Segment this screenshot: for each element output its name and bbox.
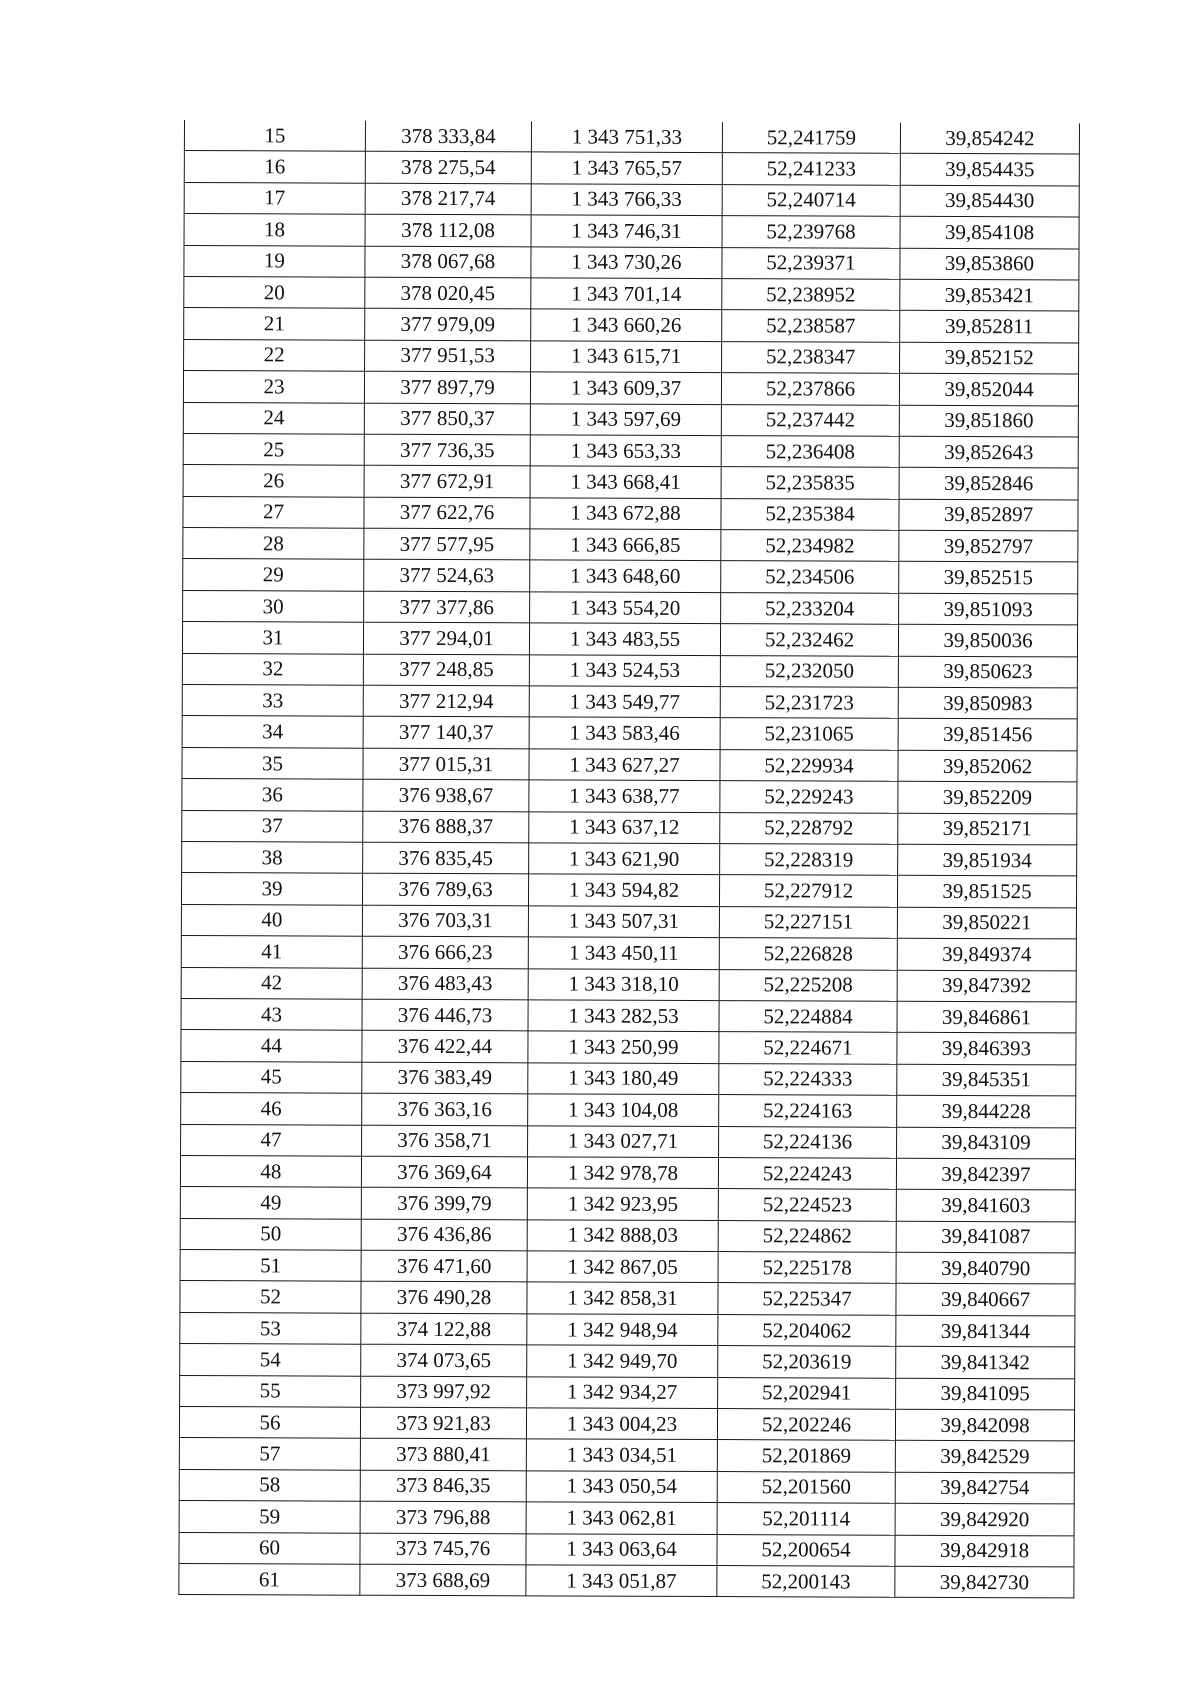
latitude-cell: 52,201114	[717, 1503, 895, 1535]
table-row	[181, 1061, 1076, 1096]
x-coordinate-cell: 377 294,01	[363, 622, 529, 654]
longitude-cell: 39,842918	[895, 1535, 1074, 1567]
table-row	[184, 120, 1079, 154]
longitude-cell: 39,853860	[900, 248, 1079, 280]
y-coordinate-cell: 1 342 948,94	[527, 1314, 718, 1346]
x-coordinate-cell: 377 212,94	[363, 685, 529, 717]
y-coordinate-cell: 1 343 583,46	[529, 717, 720, 749]
latitude-cell: 52,238587	[722, 310, 900, 342]
table-row	[179, 1532, 1074, 1567]
table-row	[183, 465, 1078, 500]
longitude-cell: 39,841087	[896, 1221, 1075, 1253]
longitude-cell: 39,846861	[897, 1001, 1076, 1033]
longitude-cell: 39,851860	[899, 405, 1078, 437]
point-number-cell: 18	[184, 214, 365, 246]
y-coordinate-cell: 1 343 765,57	[531, 152, 722, 184]
latitude-cell: 52,225208	[719, 969, 897, 1001]
x-coordinate-cell: 376 835,45	[363, 842, 529, 874]
point-number-cell: 55	[180, 1375, 361, 1407]
longitude-cell: 39,852811	[900, 311, 1079, 343]
y-coordinate-cell: 1 343 751,33	[531, 121, 722, 153]
table-row	[184, 245, 1079, 280]
y-coordinate-cell: 1 342 949,70	[527, 1345, 718, 1377]
latitude-cell: 52,239371	[722, 247, 900, 279]
table-row	[180, 1281, 1075, 1316]
x-coordinate-cell: 376 789,63	[362, 874, 528, 906]
table-row	[182, 653, 1077, 688]
point-number-cell: 49	[180, 1187, 361, 1219]
table-row	[181, 1124, 1076, 1159]
point-number-cell: 48	[180, 1155, 361, 1187]
latitude-cell: 52,235384	[721, 498, 899, 530]
point-number-cell: 45	[181, 1061, 362, 1093]
y-coordinate-cell: 1 343 730,26	[531, 246, 722, 278]
x-coordinate-cell: 377 015,31	[363, 748, 529, 780]
latitude-cell: 52,224136	[719, 1126, 897, 1158]
y-coordinate-cell: 1 342 978,78	[527, 1157, 718, 1189]
y-coordinate-cell: 1 343 672,88	[530, 498, 721, 530]
y-coordinate-cell: 1 343 621,90	[529, 843, 720, 875]
table-row	[180, 1312, 1075, 1347]
y-coordinate-cell: 1 342 867,05	[527, 1251, 718, 1283]
longitude-cell: 39,841603	[896, 1190, 1075, 1222]
longitude-cell: 39,844228	[897, 1095, 1076, 1127]
longitude-cell: 39,842397	[896, 1158, 1075, 1190]
longitude-cell: 39,852209	[898, 781, 1077, 813]
longitude-cell: 39,841342	[896, 1346, 1075, 1378]
longitude-cell: 39,851093	[899, 593, 1078, 625]
x-coordinate-cell: 378 067,68	[365, 246, 531, 278]
latitude-cell: 52,237442	[721, 404, 899, 436]
x-coordinate-cell: 377 524,63	[364, 560, 530, 592]
latitude-cell: 52,227151	[719, 906, 897, 938]
x-coordinate-cell: 377 577,95	[364, 528, 530, 560]
table-row	[183, 528, 1078, 563]
table-row	[183, 590, 1078, 625]
y-coordinate-cell: 1 343 638,77	[529, 780, 720, 812]
longitude-cell: 39,852515	[899, 562, 1078, 594]
latitude-cell: 52,231723	[720, 687, 898, 719]
x-coordinate-cell: 378 217,74	[365, 183, 531, 215]
latitude-cell: 52,204062	[718, 1314, 896, 1346]
point-number-cell: 42	[181, 967, 362, 999]
table-row	[184, 339, 1079, 374]
table-row	[184, 276, 1079, 311]
table-row	[181, 1030, 1076, 1065]
x-coordinate-cell: 373 796,88	[360, 1501, 526, 1533]
longitude-cell: 39,841095	[896, 1378, 1075, 1410]
table-row	[181, 967, 1076, 1002]
point-number-cell: 43	[181, 998, 362, 1030]
latitude-cell: 52,224884	[719, 1000, 897, 1032]
latitude-cell: 52,241759	[722, 122, 900, 154]
y-coordinate-cell: 1 343 051,87	[526, 1565, 717, 1597]
table-row	[183, 496, 1078, 531]
table-row	[182, 747, 1077, 782]
y-coordinate-cell: 1 342 923,95	[527, 1188, 718, 1220]
point-number-cell: 35	[182, 747, 363, 779]
y-coordinate-cell: 1 343 637,12	[529, 811, 720, 843]
table-row	[179, 1407, 1074, 1442]
point-number-cell: 57	[179, 1438, 360, 1470]
x-coordinate-cell: 376 703,31	[362, 905, 528, 937]
longitude-cell: 39,854242	[900, 123, 1079, 155]
x-coordinate-cell: 376 399,79	[361, 1187, 527, 1219]
table-row	[183, 433, 1078, 468]
point-number-cell: 23	[183, 371, 364, 403]
x-coordinate-cell: 376 436,86	[361, 1219, 527, 1251]
latitude-cell: 52,228792	[720, 812, 898, 844]
longitude-cell: 39,841344	[896, 1315, 1075, 1347]
longitude-cell: 39,852152	[900, 342, 1079, 374]
y-coordinate-cell: 1 343 034,51	[526, 1439, 717, 1471]
table-row	[180, 1250, 1075, 1285]
table-row	[180, 1187, 1075, 1222]
point-number-cell: 58	[179, 1469, 360, 1501]
point-number-cell: 56	[179, 1407, 360, 1439]
point-number-cell: 41	[181, 936, 362, 968]
x-coordinate-cell: 377 897,79	[364, 371, 530, 403]
y-coordinate-cell: 1 343 554,20	[530, 592, 721, 624]
x-coordinate-cell: 376 422,44	[362, 1031, 528, 1063]
point-number-cell: 26	[183, 465, 364, 497]
latitude-cell: 52,225347	[718, 1283, 896, 1315]
y-coordinate-cell: 1 343 668,41	[530, 466, 721, 498]
latitude-cell: 52,234982	[721, 530, 899, 562]
x-coordinate-cell: 373 880,41	[360, 1439, 526, 1471]
point-number-cell: 24	[183, 402, 364, 434]
y-coordinate-cell: 1 343 062,81	[526, 1502, 717, 1534]
longitude-cell: 39,852643	[899, 436, 1078, 468]
x-coordinate-cell: 378 275,54	[365, 152, 531, 184]
y-coordinate-cell: 1 343 104,08	[528, 1094, 719, 1126]
x-coordinate-cell: 377 850,37	[364, 403, 530, 435]
latitude-cell: 52,238952	[722, 279, 900, 311]
longitude-cell: 39,852062	[898, 750, 1077, 782]
x-coordinate-cell: 376 369,64	[361, 1156, 527, 1188]
longitude-cell: 39,842098	[895, 1409, 1074, 1441]
y-coordinate-cell: 1 342 858,31	[527, 1282, 718, 1314]
point-number-cell: 60	[179, 1532, 360, 1564]
latitude-cell: 52,227912	[719, 875, 897, 907]
x-coordinate-cell: 377 377,86	[364, 591, 530, 623]
point-number-cell: 61	[179, 1563, 360, 1595]
point-number-cell: 16	[184, 151, 365, 183]
y-coordinate-cell: 1 343 766,33	[531, 184, 722, 216]
latitude-cell: 52,224333	[719, 1063, 897, 1095]
point-number-cell: 17	[184, 182, 365, 214]
x-coordinate-cell: 374 122,88	[361, 1313, 527, 1345]
longitude-cell: 39,842920	[895, 1503, 1074, 1535]
point-number-cell: 19	[184, 245, 365, 277]
table-row	[183, 371, 1078, 406]
table-row	[183, 402, 1078, 437]
table-row	[179, 1563, 1074, 1598]
y-coordinate-cell: 1 343 648,60	[530, 560, 721, 592]
x-coordinate-cell: 376 666,23	[362, 936, 528, 968]
table-row	[181, 998, 1076, 1033]
x-coordinate-cell: 376 446,73	[362, 999, 528, 1031]
point-number-cell: 46	[181, 1093, 362, 1125]
latitude-cell: 52,202246	[717, 1409, 895, 1441]
longitude-cell: 39,854430	[900, 185, 1079, 217]
table-row	[182, 622, 1077, 657]
point-number-cell: 54	[180, 1344, 361, 1376]
table-row	[180, 1375, 1075, 1410]
point-number-cell: 29	[183, 559, 364, 591]
point-number-cell: 21	[184, 308, 365, 340]
longitude-cell: 39,850983	[898, 687, 1077, 719]
point-number-cell: 38	[182, 841, 363, 873]
x-coordinate-cell: 378 333,84	[365, 121, 531, 153]
y-coordinate-cell: 1 343 063,64	[526, 1533, 717, 1565]
x-coordinate-cell: 378 020,45	[365, 277, 531, 309]
y-coordinate-cell: 1 343 524,53	[529, 654, 720, 686]
longitude-cell: 39,843109	[897, 1127, 1076, 1159]
y-coordinate-cell: 1 343 615,71	[531, 341, 722, 373]
longitude-cell: 39,850623	[898, 656, 1077, 688]
y-coordinate-cell: 1 343 450,11	[528, 937, 719, 969]
table-row	[181, 936, 1076, 971]
point-number-cell: 59	[179, 1501, 360, 1533]
point-number-cell: 51	[180, 1250, 361, 1282]
table-row	[179, 1501, 1074, 1536]
point-number-cell: 20	[184, 276, 365, 308]
table-row	[184, 182, 1079, 217]
coordinates-table	[178, 120, 1080, 1599]
longitude-cell: 39,853421	[900, 279, 1079, 311]
latitude-cell: 52,239768	[722, 216, 900, 248]
longitude-cell: 39,854435	[900, 154, 1079, 186]
table-row	[181, 904, 1076, 939]
longitude-cell: 39,851934	[898, 844, 1077, 876]
table-row	[182, 685, 1077, 720]
y-coordinate-cell: 1 343 594,82	[528, 874, 719, 906]
x-coordinate-cell: 377 736,35	[364, 434, 530, 466]
table-row	[182, 779, 1077, 814]
table-row	[183, 559, 1078, 594]
x-coordinate-cell: 377 979,09	[365, 309, 531, 341]
x-coordinate-cell: 377 951,53	[365, 340, 531, 372]
latitude-cell: 52,201869	[717, 1440, 895, 1472]
x-coordinate-cell: 374 073,65	[361, 1344, 527, 1376]
y-coordinate-cell: 1 342 888,03	[527, 1219, 718, 1251]
y-coordinate-cell: 1 343 250,99	[528, 1031, 719, 1063]
point-number-cell: 53	[180, 1312, 361, 1344]
x-coordinate-cell: 373 846,35	[360, 1470, 526, 1502]
latitude-cell: 52,224523	[718, 1189, 896, 1221]
table-row	[182, 716, 1077, 751]
x-coordinate-cell: 373 745,76	[360, 1533, 526, 1565]
table-row	[184, 214, 1079, 249]
latitude-cell: 52,224243	[718, 1157, 896, 1189]
x-coordinate-cell: 376 471,60	[361, 1250, 527, 1282]
point-number-cell: 33	[182, 685, 363, 717]
y-coordinate-cell: 1 342 934,27	[527, 1376, 718, 1408]
latitude-cell: 52,203619	[718, 1346, 896, 1378]
x-coordinate-cell: 373 921,83	[360, 1407, 526, 1439]
y-coordinate-cell: 1 343 597,69	[530, 403, 721, 435]
point-number-cell: 52	[180, 1281, 361, 1313]
point-number-cell: 22	[184, 339, 365, 371]
longitude-cell: 39,852044	[899, 373, 1078, 405]
longitude-cell: 39,842529	[895, 1441, 1074, 1473]
table-row	[179, 1469, 1074, 1504]
point-number-cell: 40	[181, 904, 362, 936]
latitude-cell: 52,235835	[721, 467, 899, 499]
table-row	[184, 308, 1079, 343]
point-number-cell: 25	[183, 433, 364, 465]
latitude-cell: 52,228319	[720, 844, 898, 876]
longitude-cell: 39,852797	[899, 530, 1078, 562]
table-row	[182, 841, 1077, 876]
table-row	[184, 151, 1079, 186]
x-coordinate-cell: 377 622,76	[364, 497, 530, 529]
latitude-cell: 52,200654	[717, 1534, 895, 1566]
point-number-cell: 36	[182, 779, 363, 811]
y-coordinate-cell: 1 343 653,33	[530, 435, 721, 467]
point-number-cell: 44	[181, 1030, 362, 1062]
y-coordinate-cell: 1 343 507,31	[528, 906, 719, 938]
table-row	[181, 873, 1076, 908]
longitude-cell: 39,842754	[895, 1472, 1074, 1504]
x-coordinate-cell: 376 483,43	[362, 968, 528, 1000]
latitude-cell: 52,231065	[720, 718, 898, 750]
longitude-cell: 39,854108	[900, 216, 1079, 248]
table-row	[179, 1438, 1074, 1473]
table-row	[181, 1093, 1076, 1128]
longitude-cell: 39,852171	[898, 813, 1077, 845]
longitude-cell: 39,846393	[897, 1033, 1076, 1065]
longitude-cell: 39,849374	[897, 938, 1076, 970]
latitude-cell: 52,224163	[719, 1095, 897, 1127]
latitude-cell: 52,241233	[722, 153, 900, 185]
latitude-cell: 52,232050	[720, 655, 898, 687]
point-number-cell: 32	[182, 653, 363, 685]
latitude-cell: 52,225178	[718, 1252, 896, 1284]
x-coordinate-cell: 376 358,71	[362, 1125, 528, 1157]
latitude-cell: 52,232462	[720, 624, 898, 656]
longitude-cell: 39,851525	[897, 876, 1076, 908]
longitude-cell: 39,851456	[898, 719, 1077, 751]
y-coordinate-cell: 1 343 660,26	[531, 309, 722, 341]
x-coordinate-cell: 377 140,37	[363, 717, 529, 749]
coordinates-table-body	[179, 120, 1080, 1598]
table-row	[180, 1218, 1075, 1253]
x-coordinate-cell: 376 490,28	[361, 1282, 527, 1314]
latitude-cell: 52,233204	[721, 592, 899, 624]
latitude-cell: 52,224671	[719, 1032, 897, 1064]
y-coordinate-cell: 1 343 627,27	[529, 749, 720, 781]
longitude-cell: 39,840667	[896, 1284, 1075, 1316]
y-coordinate-cell: 1 343 666,85	[530, 529, 721, 561]
longitude-cell: 39,845351	[897, 1064, 1076, 1096]
table-row	[182, 810, 1077, 845]
x-coordinate-cell: 377 672,91	[364, 465, 530, 497]
y-coordinate-cell: 1 343 549,77	[529, 686, 720, 718]
point-number-cell: 28	[183, 528, 364, 560]
latitude-cell: 52,202941	[718, 1377, 896, 1409]
y-coordinate-cell: 1 343 701,14	[531, 278, 722, 310]
point-number-cell: 31	[182, 622, 363, 654]
latitude-cell: 52,226828	[719, 938, 897, 970]
latitude-cell: 52,224862	[718, 1220, 896, 1252]
latitude-cell: 52,229934	[720, 749, 898, 781]
longitude-cell: 39,852846	[899, 468, 1078, 500]
x-coordinate-cell: 377 248,85	[363, 654, 529, 686]
point-number-cell: 47	[181, 1124, 362, 1156]
point-number-cell: 50	[180, 1218, 361, 1250]
y-coordinate-cell: 1 343 027,71	[528, 1125, 719, 1157]
point-number-cell: 27	[183, 496, 364, 528]
point-number-cell: 37	[182, 810, 363, 842]
y-coordinate-cell: 1 343 282,53	[528, 1000, 719, 1032]
latitude-cell: 52,238347	[722, 341, 900, 373]
x-coordinate-cell: 373 688,69	[360, 1564, 526, 1596]
latitude-cell: 52,201560	[717, 1471, 895, 1503]
x-coordinate-cell: 378 112,08	[365, 214, 531, 246]
x-coordinate-cell: 376 888,37	[363, 811, 529, 843]
point-number-cell: 15	[184, 120, 365, 152]
longitude-cell: 39,842730	[895, 1566, 1074, 1598]
latitude-cell: 52,240714	[722, 184, 900, 216]
latitude-cell: 52,236408	[721, 435, 899, 467]
longitude-cell: 39,847392	[897, 970, 1076, 1002]
point-number-cell: 39	[181, 873, 362, 905]
latitude-cell: 52,200143	[717, 1566, 895, 1598]
longitude-cell: 39,852897	[899, 499, 1078, 531]
point-number-cell: 34	[182, 716, 363, 748]
y-coordinate-cell: 1 343 004,23	[526, 1408, 717, 1440]
x-coordinate-cell: 373 997,92	[361, 1376, 527, 1408]
table-row	[180, 1344, 1075, 1379]
table-row	[180, 1155, 1075, 1190]
latitude-cell: 52,237866	[721, 373, 899, 405]
y-coordinate-cell: 1 343 609,37	[530, 372, 721, 404]
y-coordinate-cell: 1 343 746,31	[531, 215, 722, 247]
longitude-cell: 39,850036	[898, 624, 1077, 656]
x-coordinate-cell: 376 383,49	[362, 1062, 528, 1094]
x-coordinate-cell: 376 938,67	[363, 779, 529, 811]
x-coordinate-cell: 376 363,16	[362, 1093, 528, 1125]
longitude-cell: 39,850221	[897, 907, 1076, 939]
y-coordinate-cell: 1 343 180,49	[528, 1063, 719, 1095]
y-coordinate-cell: 1 343 483,55	[529, 623, 720, 655]
longitude-cell: 39,840790	[896, 1252, 1075, 1284]
latitude-cell: 52,234506	[721, 561, 899, 593]
point-number-cell: 30	[183, 590, 364, 622]
y-coordinate-cell: 1 343 318,10	[528, 968, 719, 1000]
y-coordinate-cell: 1 343 050,54	[526, 1471, 717, 1503]
latitude-cell: 52,229243	[720, 781, 898, 813]
